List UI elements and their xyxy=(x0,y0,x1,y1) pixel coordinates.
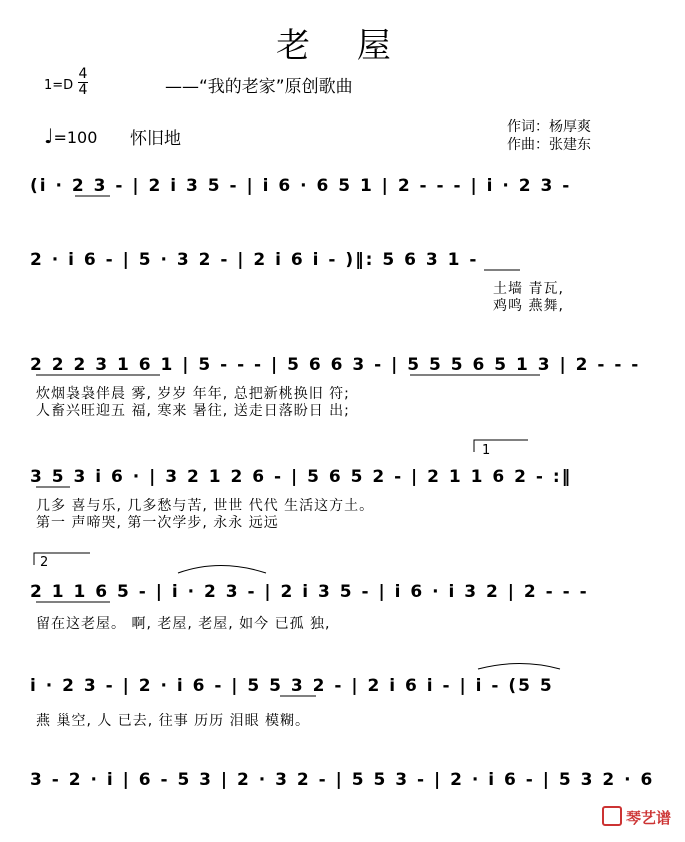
logo-icon xyxy=(602,806,622,826)
notation-line-4: 3 5 3 i 6 · | 3 2 1 2 6 - | 5 6 5 2 - | 2 1 1 6 2 - :‖ xyxy=(30,467,573,487)
volta-2-label: 2 xyxy=(40,555,50,570)
notation-line-5: 2 1 1 6 5 - | i · 2 3 - | 2 i 3 5 - | i 6 · i 3 2 | 2 - - - xyxy=(30,582,589,602)
key-signature: 1=D xyxy=(44,78,74,93)
tempo-value: =100 xyxy=(53,128,98,147)
slur-line-5 xyxy=(178,566,266,574)
composer-credit: 作曲：张建东 xyxy=(507,137,591,153)
lyric-line-2-verse-2: 鸡鸣 燕舞, xyxy=(493,298,564,314)
volta-1-label: 1 xyxy=(482,443,492,458)
slur-line-6 xyxy=(478,664,560,670)
notation-line-6: i · 2 3 - | 2 · i 6 - | 5 5 3 2 - | 2 i 6 i - | i - (5 5 xyxy=(30,676,554,696)
quarter-note-icon: ♩ xyxy=(44,124,54,148)
expression-marking: 怀旧地 xyxy=(130,129,181,149)
time-signature-bottom: 4 xyxy=(78,82,88,98)
notation-line-2: 2 · i 6 - | 5 · 3 2 - | 2 i 6 i - )‖: 5 6 3 1 - xyxy=(30,250,479,270)
lyricist-credit: 作词：杨厚爽 xyxy=(507,119,591,135)
song-title: 老 屋 xyxy=(276,26,409,66)
notation-line-1: (i · 2 3 - | 2 i 3 5 - | i 6 · 6 5 1 | 2 - - - | i · 2 3 - xyxy=(30,176,572,196)
watermark-text: 琴艺谱 xyxy=(625,809,671,827)
notation-line-7: 3 - 2 · i | 6 - 5 3 | 2 · 3 2 - | 5 5 3 - | 2 · i 6 - | 5 3 2 · 6 xyxy=(30,770,655,790)
time-signature-top: 4 xyxy=(78,66,88,82)
lyric-line-5: 留在这老屋。 啊, 老屋, 老屋, 如今 已孤 独, xyxy=(36,616,331,632)
lyric-line-3-verse-1: 炊烟袅袅伴晨 雾, 岁岁 年年, 总把新桃换旧 符; xyxy=(36,386,350,402)
lyric-line-6: 燕 巢空, 人 已去, 往事 历历 泪眼 模糊。 xyxy=(36,713,311,729)
subtitle: ——“我的老家”原创歌曲 xyxy=(165,77,353,97)
lyric-line-2-verse-1: 土墙 青瓦, xyxy=(493,281,564,297)
lyric-line-4-verse-1: 几多 喜与乐, 几多愁与苦, 世世 代代 生活这方土。 xyxy=(36,498,375,514)
lyric-line-3-verse-2: 人畜兴旺迎五 福, 寒来 暑往, 送走日落盼日 出; xyxy=(36,403,350,419)
notation-line-3: 2 2 2 3 1 6 1 | 5 - - - | 5 6 6 3 - | 5 5 5 6 5 1 3 | 2 - - - xyxy=(30,355,641,375)
volta-1-bracket xyxy=(474,440,528,452)
lyric-line-4-verse-2: 第一 声啼哭, 第一次学步, 永永 远远 xyxy=(36,515,279,531)
volta-2-bracket xyxy=(34,553,90,565)
watermark-logo xyxy=(602,806,671,828)
